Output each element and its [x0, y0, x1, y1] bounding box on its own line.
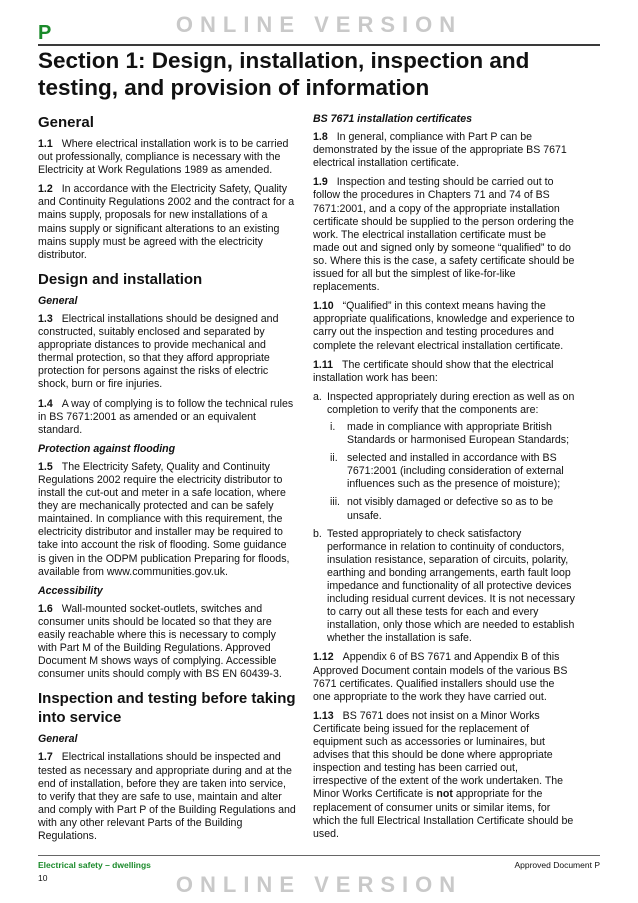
paragraph-text: The certificate should show that the electrical installation work has been: — [313, 358, 554, 384]
paragraph-text: In general, compliance with Part P can be demonstrated by the issue of the appropriate BS 7671 electrical installation certificate. — [313, 131, 567, 170]
watermark-bottom: ONLINE VERSION — [175, 872, 463, 897]
paragraph-1-11 — [313, 359, 575, 385]
paragraph-number: 1.8 — [313, 131, 328, 144]
paragraph-number: 1.9 — [313, 176, 328, 189]
list-item-a-ii — [327, 452, 575, 491]
paragraph-1-6 — [38, 603, 296, 682]
paragraph-1-10 — [313, 300, 575, 352]
list-item-text: Inspected appropriately during erection as well as on completion to verify that the components are: — [327, 390, 575, 416]
paragraph-1-4 — [38, 398, 296, 437]
paragraph-1-2 — [38, 183, 296, 262]
heading-general: General — [38, 114, 94, 131]
right-column — [313, 113, 575, 847]
paragraph-1-1 — [38, 138, 296, 177]
paragraph-text: Wall-mounted socket-outlets, switches and consumer units should be located so that they are easily reachable where this is necessary to comply with Part M of the Building Regulations. Approved Document M shows ways of complying. Accessible consumer units should comply with BS EN 60439-3. — [38, 602, 282, 681]
paragraph-text: A way of complying is to follow the technical rules in BS 7671:2001 as amended or an equivalent standard. — [38, 397, 294, 436]
paragraph-text: Electrical installations should be inspected and tested as necessary and appropriate during and at the end of installation, before they are taken into service, to verify that they are safe to use, maintain and alter and comply with Part P of the Building Regulations and with any other relevant Parts of the Building Regulations. — [38, 751, 296, 843]
paragraph-number: 1.1 — [38, 138, 53, 150]
list-inspection-testing — [313, 391, 575, 646]
paragraph-number: 1.6 — [38, 602, 53, 615]
paragraph-text: BS 7671 does not insist on a Minor Works Certificate being issued for the replacement of equipment such as accessories or luminaires, but advises that this should be done where appropriate inspection and testing has been carried out, irrespective of the extent of the work undertaken. The Minor Works Certificate is — [313, 709, 564, 801]
footer-rule — [38, 855, 600, 856]
paragraph-text: Where electrical installation work is to be carried out professionally, compliance is necessary with the Electricity at Work Regulations 1989 as amended. — [38, 138, 289, 177]
page-letter: P — [38, 22, 52, 44]
paragraph-number: 1.4 — [38, 397, 53, 410]
page-number: 10 — [38, 873, 48, 883]
paragraph-number: 1.10 — [313, 300, 334, 313]
subheading-accessibility: Accessibility — [38, 584, 103, 597]
watermark-top: ONLINE VERSION — [175, 12, 463, 37]
paragraph-text: appropriate for the replacement of consumer units or similar items, for which the full Electrical Installation Certificate should be used. — [313, 788, 574, 840]
list-marker: ii. — [330, 452, 338, 465]
paragraph-text: The Electricity Safety, Quality and Continuity Regulations 2002 require the electricity distributor to install the cut-out and meter in a safe location, where they are mechanically protected and can be safely maintained. In compliance with this requirement, the electricity distributor and installer may be required to take into account the risk of flooding. Some guidance is given in the ODPM publication Preparing for floods, available from www.communities.gov.uk. — [38, 460, 290, 578]
list-marker: b. — [313, 527, 322, 540]
section-title: Section 1: Design, installation, inspection and testing, and provision of information — [38, 48, 530, 100]
subheading-flooding: Protection against flooding — [38, 442, 176, 455]
paragraph-text: In accordance with the Electricity Safety, Quality and Continuity Regulations 2002 and the contract for a mains supply, proposals for new installations of a mains supply or significant alterations to an existing mains supply must be agreed with the electricity distributor. — [38, 183, 295, 261]
list-item-text: selected and installed in accordance with BS 7671:2001 (including consideration of external influences such as the presence of moisture); — [347, 452, 564, 491]
list-marker: iii. — [330, 496, 341, 509]
paragraph-text: Appendix 6 of BS 7671 and Appendix B of this Approved Document contain models of the various BS 7671 certificates. Qualified installers should use the one appropriate to the work they have carried out. — [313, 651, 568, 703]
emphasis-not: not — [436, 788, 453, 801]
paragraph-text: Inspection and testing should be carried out to follow the procedures in Chapters 71 and 74 of BS 7671:2001, and a copy of the appropriate installation certificate should be supplied to the person ordering the work. The electrical installation certificate must be made out and signed only by someone “qualified” to do so. Where this is the case, a safety certificate should be issued for all but the simplest of like-for-like replacements. — [313, 176, 575, 294]
paragraph-number: 1.3 — [38, 312, 53, 325]
header-rule — [38, 44, 600, 46]
list-item-a-iii — [327, 496, 575, 522]
paragraph-1-8 — [313, 131, 575, 170]
subheading-certificates: BS 7671 installation certificates — [313, 113, 472, 125]
paragraph-number: 1.5 — [38, 460, 53, 473]
paragraph-1-7 — [38, 751, 296, 843]
paragraph-1-9 — [313, 176, 575, 294]
list-marker: i. — [330, 420, 336, 433]
paragraph-text: Electrical installations should be designed and constructed, suitably enclosed and separated by appropriate distances to provide mechanical and thermal protection, so that they afford appropriate protection for persons against the risks of electric shock, burn or fire injuries. — [38, 312, 279, 391]
subheading-general-inspection: General — [38, 733, 78, 746]
list-item-text: Tested appropriately to check satisfactory performance in relation to continuity of conductors, insulation resistance, separation of circuits, polarity, earthing and bonding arrangements, earth fault loop impedance and functionality of all protective devices including residual current devices. It is not necessary to carry out all these tests for each and every installation, only those which are needed to establish whether the installation is safe. — [327, 527, 575, 645]
paragraph-1-3 — [38, 313, 296, 392]
paragraph-text: “Qualified” in this context means having the appropriate qualifications, knowledge and experience to carry out the inspection and testing procedures and complete the relevant electrical installation certificate. — [313, 300, 575, 352]
paragraph-number: 1.11 — [313, 358, 334, 371]
footer-approved-document: Approved Document P — [514, 860, 600, 870]
heading-design-installation: Design and installation — [38, 270, 203, 288]
paragraph-1-12 — [313, 651, 575, 703]
list-item-a-i — [327, 421, 575, 447]
left-column — [38, 113, 296, 849]
list-item-text: not visibly damaged or defective so as to be unsafe. — [347, 496, 554, 522]
footer-document-title: Electrical safety – dwellings — [38, 860, 151, 870]
paragraph-1-5 — [38, 461, 296, 579]
paragraph-number: 1.7 — [38, 751, 53, 764]
list-marker: a. — [313, 390, 322, 403]
list-item-b — [313, 528, 575, 646]
list-item-a — [313, 391, 575, 523]
paragraph-1-13 — [313, 710, 575, 841]
sublist-components — [327, 421, 575, 523]
paragraph-number: 1.12 — [313, 651, 334, 664]
list-item-text: made in compliance with appropriate British Standards or harmonised European Standards; — [347, 420, 570, 447]
paragraph-number: 1.2 — [38, 183, 53, 196]
heading-inspection-testing: Inspection and testing before taking into service — [38, 690, 296, 727]
subheading-general: General — [38, 294, 78, 307]
paragraph-number: 1.13 — [313, 709, 334, 722]
